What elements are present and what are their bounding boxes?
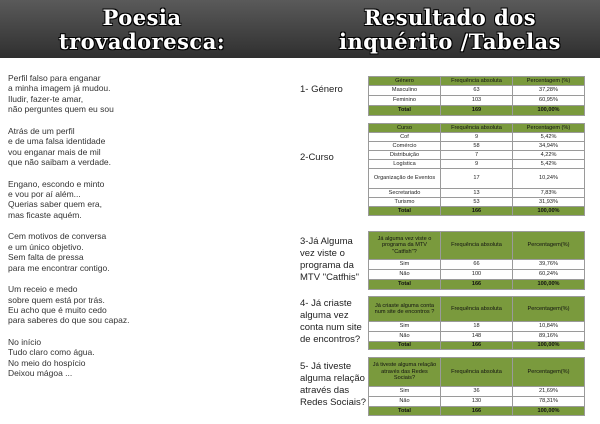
table-row <box>369 142 585 151</box>
table-total-row <box>369 207 585 216</box>
results-title <box>300 6 600 54</box>
table-cell: 21,69% <box>513 387 585 397</box>
poem-line: Tudo claro como água. <box>8 347 95 358</box>
table-row <box>369 322 585 332</box>
table-header: Frequência absoluta <box>441 124 513 133</box>
table-cell: 58 <box>441 142 513 151</box>
poem-title <box>22 6 262 54</box>
table-cell: Total <box>369 106 441 116</box>
table-total-row <box>369 342 585 350</box>
table-row <box>369 86 585 96</box>
results-title-line1: Resultado dos <box>363 5 537 30</box>
poem-line: sobre quem está por trás. <box>8 294 105 305</box>
table-cell: 10,84% <box>513 322 585 332</box>
poem-line: Iludir, fazer-te amar, <box>8 93 84 104</box>
table-cell: Distribuição <box>369 151 441 160</box>
table-cell: 36 <box>441 387 513 397</box>
table-header: Frequência absoluta <box>441 232 513 260</box>
table-header: Já alguma vez viste o programa da MTV "Catfish"? <box>369 232 441 260</box>
poem-line: mas ficaste aquém. <box>8 209 82 220</box>
table-cell: Organização de Eventos <box>369 169 441 189</box>
table-cell: 9 <box>441 160 513 169</box>
table-cell: 53 <box>441 198 513 207</box>
table-cell: Sim <box>369 387 441 397</box>
table-cell: Sim <box>369 260 441 270</box>
table-cell: 31,93% <box>513 198 585 207</box>
table-total-row <box>369 407 585 416</box>
table-header: Curso <box>369 124 441 133</box>
table-header: Género <box>369 77 441 86</box>
table-cell: Não <box>369 332 441 342</box>
table-cell: Comércio <box>369 142 441 151</box>
table-cell: 18 <box>441 322 513 332</box>
table-cell: 37,28% <box>513 86 585 96</box>
table-row <box>369 332 585 342</box>
table-row <box>369 96 585 106</box>
poem-stanza <box>8 337 288 379</box>
table-cell: Logística <box>369 160 441 169</box>
table-header: Já tiveste alguma relação através das Redes Sociais? <box>369 358 441 387</box>
table-cell: 7 <box>441 151 513 160</box>
table-mtv-catfish <box>368 231 585 290</box>
table-cell: 66 <box>441 260 513 270</box>
table-row <box>369 198 585 207</box>
table-cell: 5,42% <box>513 160 585 169</box>
question-label-line: de encontros? <box>300 334 361 345</box>
question-label-line: 4- Já criaste <box>300 298 352 309</box>
poem-line: vou enganar mais de mil <box>8 146 101 157</box>
table-cell: 169 <box>441 106 513 116</box>
table-cell: 78,31% <box>513 397 585 407</box>
question-3-label <box>300 236 359 284</box>
table-cell: Total <box>369 342 441 350</box>
poem-line: para saberes do que sou capaz. <box>8 315 130 326</box>
table-site-encontros <box>368 296 585 350</box>
table-header: Frequência absoluta <box>441 358 513 387</box>
table-cell: Não <box>369 397 441 407</box>
table-row <box>369 160 585 169</box>
table-header: Frequência absoluta <box>441 297 513 322</box>
table-cell: Sim <box>369 322 441 332</box>
poem-line: não perguntes quem eu sou <box>8 104 114 115</box>
table-cell: 103 <box>441 96 513 106</box>
table-header: Percentagem(%) <box>513 232 585 260</box>
table-cell: 63 <box>441 86 513 96</box>
table-cell: 100,00% <box>513 280 585 290</box>
table-cell: 5,42% <box>513 133 585 142</box>
table-cell: 7,83% <box>513 189 585 198</box>
question-4-label <box>300 298 362 346</box>
table-redes-sociais <box>368 357 585 416</box>
poem-line: e de uma falsa identidade <box>8 136 106 147</box>
table-cell: 166 <box>441 207 513 216</box>
question-label-line: 1- Género <box>300 84 343 95</box>
poem-title-line2: trovadoresca: <box>58 29 226 54</box>
question-label-line: 2-Curso <box>300 152 334 163</box>
poem-line: Sem falta de pressa <box>8 252 84 263</box>
table-cell: 4,22% <box>513 151 585 160</box>
question-label-line: vez viste o <box>300 248 345 259</box>
poem-line: a minha imagem já mudou. <box>8 83 111 94</box>
question-label-line: Redes Sociais? <box>300 397 367 408</box>
question-label-line: programa da <box>300 260 354 271</box>
table-row <box>369 151 585 160</box>
poem-stanza <box>8 231 288 273</box>
question-1-label <box>300 84 343 96</box>
question-label-line: através das <box>300 385 350 396</box>
table-cell: 9 <box>441 133 513 142</box>
table-header: Percentagem (%) <box>513 124 585 133</box>
poem-line: Eu acho que é muito cedo <box>8 305 107 316</box>
question-label-line: 3-Já Alguma <box>300 236 353 247</box>
table-row <box>369 169 585 189</box>
question-label-line: 5- Já tiveste <box>300 361 352 372</box>
question-label-line: alguma relação <box>300 373 365 384</box>
table-cell: Secretariado <box>369 189 441 198</box>
table-total-row <box>369 106 585 116</box>
table-header: Percentagem(%) <box>513 358 585 387</box>
poem-line: No meio do hospício <box>8 357 86 368</box>
table-cell: 166 <box>441 280 513 290</box>
question-label-line: alguma vez <box>300 310 349 321</box>
table-cell: Não <box>369 270 441 280</box>
table-header: Já criaste alguma conta num site de encontros ? <box>369 297 441 322</box>
question-label-line: conta num site <box>300 322 362 333</box>
table-row <box>369 260 585 270</box>
table-row <box>369 387 585 397</box>
table-cell: 148 <box>441 332 513 342</box>
table-cell: 39,76% <box>513 260 585 270</box>
poem-line: Deixou mágoa ... <box>8 368 73 379</box>
poem-line: e um único objetivo. <box>8 241 84 252</box>
table-total-row <box>369 280 585 290</box>
table-cell: Turismo <box>369 198 441 207</box>
table-header: Percentagem(%) <box>513 297 585 322</box>
poem-line: Cem motivos de conversa <box>8 231 107 242</box>
poem-line: Querias saber quem era, <box>8 199 103 210</box>
question-label-line: MTV "Catfhis" <box>300 272 360 283</box>
table-cell: Total <box>369 407 441 416</box>
poem-line: que não saibam a verdade. <box>8 157 112 168</box>
table-genero <box>368 76 585 116</box>
poem-stanza <box>8 284 288 326</box>
table-header: Percentagem (%) <box>513 77 585 86</box>
table-cell: 100 <box>441 270 513 280</box>
table-cell: 100,00% <box>513 106 585 116</box>
poem-line: No início <box>8 337 42 348</box>
table-cell: 60,24% <box>513 270 585 280</box>
table-row <box>369 189 585 198</box>
results-title-line2: inquérito /Tabelas <box>339 29 561 54</box>
table-row <box>369 270 585 280</box>
table-cell: 34,94% <box>513 142 585 151</box>
table-cell: 130 <box>441 397 513 407</box>
poem-stanza <box>8 179 288 221</box>
question-2-label <box>300 152 334 164</box>
table-cell: Masculino <box>369 86 441 96</box>
table-row <box>369 133 585 142</box>
poem <box>8 73 288 390</box>
table-header: Frequência absoluta <box>441 77 513 86</box>
table-cell: 89,16% <box>513 332 585 342</box>
table-cell: Cof <box>369 133 441 142</box>
table-cell: 100,00% <box>513 407 585 416</box>
table-cell: 10,24% <box>513 169 585 189</box>
table-curso <box>368 123 585 216</box>
poem-stanza <box>8 126 288 168</box>
table-cell: 17 <box>441 169 513 189</box>
table-cell: 100,00% <box>513 342 585 350</box>
poem-title-line1: Poesia <box>102 5 182 30</box>
table-cell: 100,00% <box>513 207 585 216</box>
table-row <box>369 397 585 407</box>
table-cell: 166 <box>441 342 513 350</box>
table-cell: Feminino <box>369 96 441 106</box>
poem-line: Atrás de um perfil <box>8 125 75 136</box>
poem-line: Engano, escondo e minto <box>8 178 105 189</box>
table-cell: 60,95% <box>513 96 585 106</box>
poem-line: para me encontrar contigo. <box>8 262 110 273</box>
poem-line: e vou por aí além... <box>8 189 81 200</box>
table-cell: Total <box>369 280 441 290</box>
poem-stanza <box>8 73 288 115</box>
table-cell: 166 <box>441 407 513 416</box>
question-5-label <box>300 361 366 409</box>
poem-line: Um receio e medo <box>8 284 78 295</box>
table-cell: 13 <box>441 189 513 198</box>
poem-line: Perfil falso para enganar <box>8 73 101 83</box>
table-cell: Total <box>369 207 441 216</box>
